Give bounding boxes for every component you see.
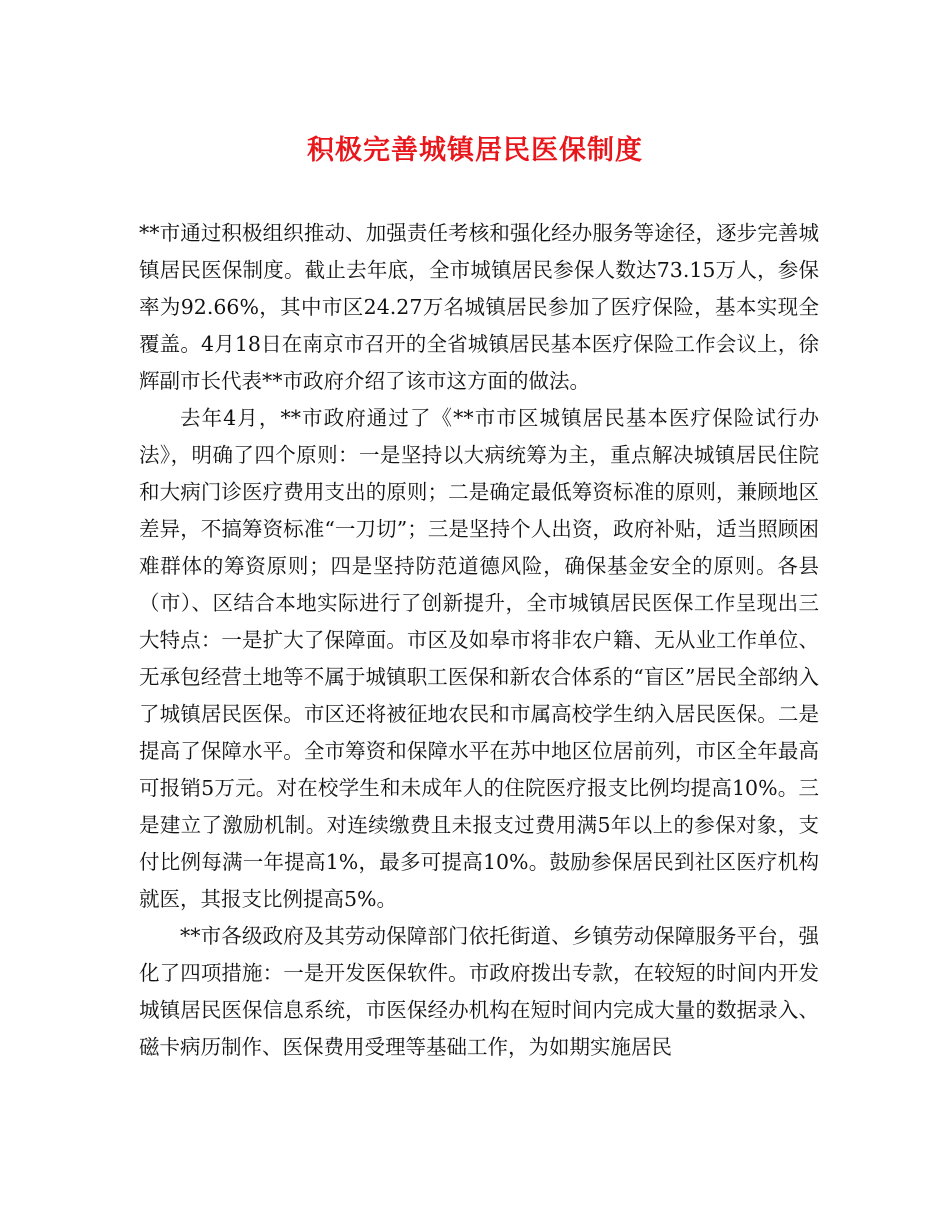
paragraph-1: **市通过积极组织推动、加强责任考核和强化经办服务等途径，逐步完善城镇居民医保制度。截止去年底，全市城镇居民参保人数达73.15万人，参保率为92.66%，其中市区24.27万名城镇居民参加了医疗保险，基本实现全覆盖。4月18日在南京市召开的全省城镇居民基本医疗保险工作会议上，徐辉副市长代表**市政府介绍了该市这方面的做法。 [139, 221, 819, 393]
paragraph-2: 去年4月，**市政府通过了《**市市区城镇居民基本医疗保险试行办法》，明确了四个原则：一是坚持以大病统筹为主，重点解决城镇居民住院和大病门诊医疗费用支出的原则；二是确定最低筹资标准的原则，兼顾地区差异，不搞筹资标准“一刀切”；三是坚持个人出资，政府补贴，适当照顾困难群体的筹资原则；四是坚持防范道德风险，确保基金安全的原则。各县（市）、区结合本地实际进行了创新提升，全市城镇居民医保工作呈现出三大特点：一是扩大了保障面。市区及如皋市将非农户籍、无从业工作单位、无承包经营土地等不属于城镇职工医保和新农合体系的“盲区”居民全部纳入了城镇居民医保。市区还将被征地农民和市属高校学生纳入居民医保。二是提高了保障水平。全市筹资和保障水平在苏中地区位居前列，市区全年最高可报销5万元。对在校学生和未成年人的住院医疗报支比例均提高10%。三是建立了激励机制。对连续缴费且未报支过费用满5年以上的参保对象，支付比例每满一年提高1%，最多可提高10%。鼓励参保居民到社区医疗机构就医，其报支比例提高5%。 [139, 406, 819, 911]
paragraph-3: **市各级政府及其劳动保障部门依托街道、乡镇劳动保障服务平台，强化了四项措施：一是开发医保软件。市政府拨出专款，在较短的时间内开发城镇居民医保信息系统，市医保经办机构在短时间内完成大量的数据录入、磁卡病历制作、医保费用受理等基础工作，为如期实施居民 [139, 924, 819, 1059]
document-body [139, 215, 819, 1066]
document-title: 积极完善城镇居民医保制度 [307, 135, 643, 166]
